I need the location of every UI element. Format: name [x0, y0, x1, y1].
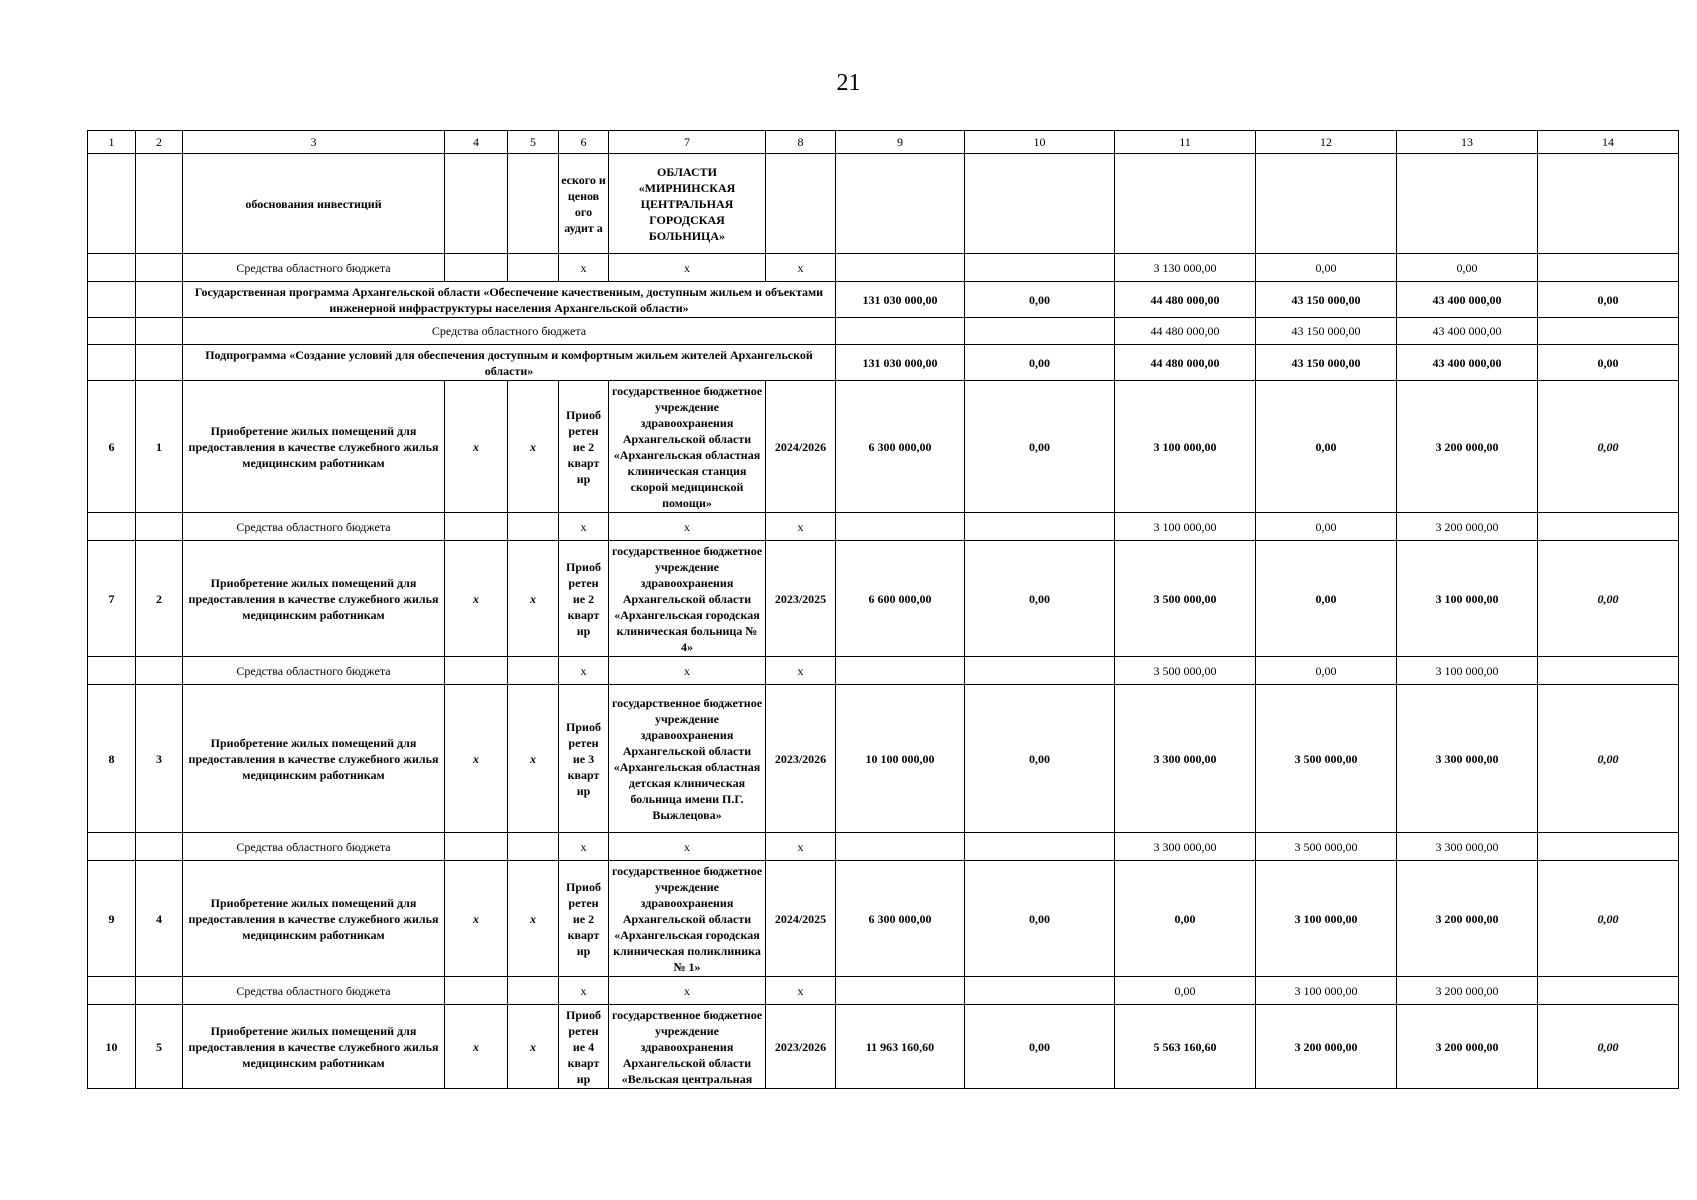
cell-amount: 0,00 — [1256, 254, 1397, 282]
col-num: 3 — [183, 131, 445, 154]
cell-x: х — [508, 381, 559, 513]
budget-row — [88, 513, 1679, 541]
cell-x: х — [609, 833, 766, 861]
col-num: 14 — [1538, 131, 1679, 154]
cell-amount: 6 300 000,00 — [836, 861, 965, 977]
cell-amount: 0,00 — [965, 282, 1115, 318]
cell-name: Приобретение жилых помещений для предоставления в качестве служебного жилья медицинским работникам — [183, 541, 445, 657]
cell-subnumber: 2 — [136, 541, 183, 657]
cell-amount: 0,00 — [1256, 513, 1397, 541]
cell-type: Приоб ретен ие 2 кварт ир — [559, 381, 609, 513]
cell-amount: 3 100 000,00 — [1115, 513, 1256, 541]
cell-x: х — [508, 685, 559, 833]
cell-type: Приоб ретен ие 2 кварт ир — [559, 861, 609, 977]
cell-type: Приоб ретен ие 3 кварт ир — [559, 685, 609, 833]
page-number: 21 — [836, 70, 861, 96]
cell-amount: 3 130 000,00 — [1115, 254, 1256, 282]
col-num: 11 — [1115, 131, 1256, 154]
cell-amount: 3 300 000,00 — [1397, 833, 1538, 861]
cell-amount: 0,00 — [965, 1005, 1115, 1089]
cell-x: х — [766, 513, 836, 541]
cell-x: х — [766, 657, 836, 685]
col-num: 13 — [1397, 131, 1538, 154]
cell-amount: 3 100 000,00 — [1397, 657, 1538, 685]
cell-amount: 43 400 000,00 — [1397, 282, 1538, 318]
budget-row — [88, 318, 1679, 345]
col-num: 10 — [965, 131, 1115, 154]
cell-x: х — [609, 657, 766, 685]
cell-amount: 3 500 000,00 — [1256, 685, 1397, 833]
cell-subnumber: 3 — [136, 685, 183, 833]
cell-amount: 3 300 000,00 — [1397, 685, 1538, 833]
budget-table — [87, 130, 1679, 1089]
budget-row — [88, 977, 1679, 1005]
subprogram-row — [88, 345, 1679, 381]
cell-x: х — [508, 541, 559, 657]
column-number-row — [88, 131, 1679, 154]
cell-amount: 43 400 000,00 — [1397, 318, 1538, 345]
cell-amount: 0,00 — [965, 381, 1115, 513]
cell-amount: 5 563 160,60 — [1115, 1005, 1256, 1089]
cell-x: х — [559, 977, 609, 1005]
cell-subnumber: 5 — [136, 1005, 183, 1089]
table-row — [88, 541, 1679, 657]
cell-amount: 6 600 000,00 — [836, 541, 965, 657]
cell-amount: 3 200 000,00 — [1256, 1005, 1397, 1089]
cell-x: х — [508, 861, 559, 977]
cell-amount: 3 500 000,00 — [1115, 657, 1256, 685]
cell-amount: 3 300 000,00 — [1115, 685, 1256, 833]
cell-amount: 10 100 000,00 — [836, 685, 965, 833]
cell-x: х — [559, 657, 609, 685]
cell-number: 7 — [88, 541, 136, 657]
cell-period: 2023/2025 — [766, 541, 836, 657]
cell-amount: 0,00 — [1538, 685, 1679, 833]
cell-amount: 0,00 — [1115, 977, 1256, 1005]
cell-x: х — [508, 1005, 559, 1089]
cell-type: еского и ценов ого аудит а — [559, 154, 609, 254]
cell-amount: 43 150 000,00 — [1256, 345, 1397, 381]
budget-row — [88, 833, 1679, 861]
cell-x: х — [445, 381, 508, 513]
budget-label: Средства областного бюджета — [183, 254, 445, 282]
cell-x: х — [766, 833, 836, 861]
cell-amount: 0,00 — [1538, 381, 1679, 513]
cell-amount: 44 480 000,00 — [1115, 318, 1256, 345]
cell-amount: 3 200 000,00 — [1397, 977, 1538, 1005]
cell-amount: 0,00 — [965, 861, 1115, 977]
col-num: 4 — [445, 131, 508, 154]
cell-x: х — [445, 685, 508, 833]
cell-amount: 43 150 000,00 — [1256, 282, 1397, 318]
table-row — [88, 861, 1679, 977]
cell-amount: 3 500 000,00 — [1256, 833, 1397, 861]
state-program-row — [88, 282, 1679, 318]
cell-type: Приоб ретен ие 4 кварт ир — [559, 1005, 609, 1089]
cell-period: 2024/2025 — [766, 861, 836, 977]
cell-type: Приоб ретен ие 2 кварт ир — [559, 541, 609, 657]
budget-row — [88, 254, 1679, 282]
cell-number: 10 — [88, 1005, 136, 1089]
cell-x: х — [559, 833, 609, 861]
cell-amount: 0,00 — [1538, 541, 1679, 657]
cell-name: Приобретение жилых помещений для предоставления в качестве служебного жилья медицинским работникам — [183, 1005, 445, 1089]
cell-amount: 0,00 — [1115, 861, 1256, 977]
col-num: 9 — [836, 131, 965, 154]
cell-amount: 0,00 — [1538, 861, 1679, 977]
cell-amount: 3 300 000,00 — [1115, 833, 1256, 861]
cell-amount: 44 480 000,00 — [1115, 345, 1256, 381]
table-row — [88, 381, 1679, 513]
cell-amount: 3 100 000,00 — [1115, 381, 1256, 513]
cell-x: х — [609, 977, 766, 1005]
cell-amount: 11 963 160,60 — [836, 1005, 965, 1089]
budget-row — [88, 657, 1679, 685]
cell-amount: 3 500 000,00 — [1115, 541, 1256, 657]
col-num: 8 — [766, 131, 836, 154]
cell-amount: 0,00 — [1538, 1005, 1679, 1089]
cell-amount: 43 150 000,00 — [1256, 318, 1397, 345]
cell-recipient: государственное бюджетное учреждение здравоохранения Архангельской области «Архангельская областная клиническая станция скорой медицинской помощи» — [609, 381, 766, 513]
cell-x: х — [766, 977, 836, 1005]
cell-amount: 3 100 000,00 — [1256, 977, 1397, 1005]
state-program-title: Государственная программа Архангельской области «Обеспечение качественным, доступным жильем и объектами инженерной инфраструктуры населения Архангельской области» — [183, 282, 836, 318]
col-num: 2 — [136, 131, 183, 154]
budget-label: Средства областного бюджета — [183, 318, 836, 345]
cell-amount: 3 100 000,00 — [1256, 861, 1397, 977]
cell-subnumber: 1 — [136, 381, 183, 513]
table-row — [88, 685, 1679, 833]
cell-recipient: государственное бюджетное учреждение здравоохранения Архангельской области «Архангельская областная детская клиническая больница имени П.Г. Выжлецова» — [609, 685, 766, 833]
cell-amount: 3 200 000,00 — [1397, 861, 1538, 977]
cell-amount: 3 200 000,00 — [1397, 1005, 1538, 1089]
cell-amount: 131 030 000,00 — [836, 282, 965, 318]
cell-recipient: государственное бюджетное учреждение здравоохранения Архангельской области «Архангельская городская клиническая поликлиника № 1» — [609, 861, 766, 977]
cell-amount: 3 200 000,00 — [1397, 381, 1538, 513]
cell-x: х — [559, 254, 609, 282]
cell-amount: 44 480 000,00 — [1115, 282, 1256, 318]
cell-amount: 131 030 000,00 — [836, 345, 965, 381]
cell-amount: 0,00 — [1256, 381, 1397, 513]
col-num: 7 — [609, 131, 766, 154]
cell-number: 8 — [88, 685, 136, 833]
budget-label: Средства областного бюджета — [183, 513, 445, 541]
col-num: 6 — [559, 131, 609, 154]
cell-x: х — [766, 254, 836, 282]
cell-x: х — [559, 513, 609, 541]
cell-name: обоснования инвестиций — [183, 154, 445, 254]
cell-x: х — [445, 541, 508, 657]
cell-period: 2023/2026 — [766, 1005, 836, 1089]
col-num: 12 — [1256, 131, 1397, 154]
cell-amount: 3 200 000,00 — [1397, 513, 1538, 541]
budget-label: Средства областного бюджета — [183, 657, 445, 685]
col-num: 1 — [88, 131, 136, 154]
cell-x: х — [445, 861, 508, 977]
cell-amount: 0,00 — [1538, 345, 1679, 381]
budget-label: Средства областного бюджета — [183, 833, 445, 861]
budget-label: Средства областного бюджета — [183, 977, 445, 1005]
cell-amount: 6 300 000,00 — [836, 381, 965, 513]
cell-name: Приобретение жилых помещений для предоставления в качестве служебного жилья медицинским работникам — [183, 381, 445, 513]
cell-amount: 3 100 000,00 — [1397, 541, 1538, 657]
table-row — [88, 154, 1679, 254]
cell-amount: 0,00 — [1538, 282, 1679, 318]
table-row — [88, 1005, 1679, 1089]
cell-subnumber: 4 — [136, 861, 183, 977]
cell-x: х — [609, 513, 766, 541]
cell-x: х — [445, 1005, 508, 1089]
cell-recipient: государственное бюджетное учреждение здравоохранения Архангельской области «Архангельская городская клиническая больница № 4» — [609, 541, 766, 657]
cell-amount: 0,00 — [965, 541, 1115, 657]
cell-recipient: государственное бюджетное учреждение здравоохранения Архангельской области «Вельская центральная — [609, 1005, 766, 1089]
cell-amount: 0,00 — [965, 685, 1115, 833]
cell-name: Приобретение жилых помещений для предоставления в качестве служебного жилья медицинским работникам — [183, 685, 445, 833]
cell-amount: 0,00 — [965, 345, 1115, 381]
cell-number: 9 — [88, 861, 136, 977]
cell-amount: 0,00 — [1256, 541, 1397, 657]
subprogram-title: Подпрограмма «Создание условий для обеспечения доступным и комфортным жильем жителей Архангельской области» — [183, 345, 836, 381]
cell-number: 6 — [88, 381, 136, 513]
cell-name: Приобретение жилых помещений для предоставления в качестве служебного жилья медицинским работникам — [183, 861, 445, 977]
cell-recipient: ОБЛАСТИ «МИРНИНСКАЯ ЦЕНТРАЛЬНАЯ ГОРОДСКАЯ БОЛЬНИЦА» — [609, 154, 766, 254]
cell-amount: 43 400 000,00 — [1397, 345, 1538, 381]
cell-amount: 0,00 — [1256, 657, 1397, 685]
cell-period: 2023/2026 — [766, 685, 836, 833]
cell-x: х — [609, 254, 766, 282]
cell-amount: 0,00 — [1397, 254, 1538, 282]
col-num: 5 — [508, 131, 559, 154]
cell-period: 2024/2026 — [766, 381, 836, 513]
